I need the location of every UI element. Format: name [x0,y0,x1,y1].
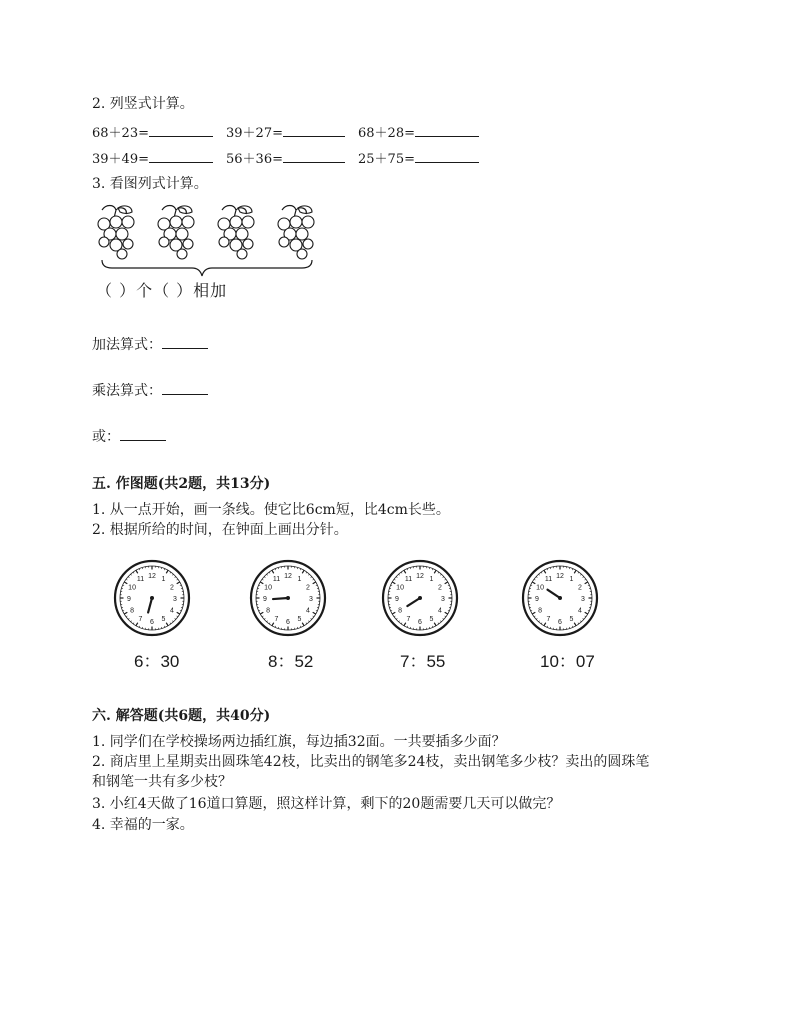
clock-number: 4 [305,607,310,615]
clock-number: 11 [272,576,281,584]
clock-number: 3 [309,596,313,603]
answer-blank[interactable] [149,148,213,163]
section6-q3: 3. 小红4天做了16道口算题，照这样计算，剩下的20题需要几天可以做完？ [92,796,561,812]
addition-row [92,334,208,355]
clock-number: 4 [169,607,174,615]
addition-answer-blank[interactable] [162,334,208,349]
clock-number: 10 [128,584,136,592]
clock-number: 2 [437,584,442,592]
section5-q1: 1. 从一点开始，画一条线。使它比6cm短，比4cm长些。 [92,502,450,518]
clock-number: 11 [404,576,413,584]
clock-number: 4 [577,607,582,615]
calc-item [226,148,345,170]
grape-bunch-icon [158,206,194,260]
calc-expression: 68＋28= [358,126,415,141]
clock-number: 7 [274,615,279,623]
grape-bunch-icon [278,206,314,260]
clock-time-label: 6：30 [134,652,180,671]
calc-item [358,148,479,170]
clock-number: 2 [577,584,582,592]
clock-number: 4 [437,607,442,615]
calc-expression: 39＋49= [92,152,149,167]
clock-face[interactable] [251,561,325,635]
answer-blank[interactable] [149,122,213,137]
clock-number: 8 [398,607,403,615]
clock-face[interactable] [115,561,189,635]
multiplication-label: 乘法算式： [92,383,162,399]
or-row [92,426,166,447]
calc-item [92,148,213,170]
q2-title: 2. 列竖式计算。 [92,96,194,112]
clock-number: 5 [569,615,574,623]
clock-number: 6 [286,619,290,626]
clock-number: 3 [173,596,177,603]
calc-expression: 39＋27= [226,126,283,141]
clock-number: 9 [535,596,539,603]
answer-blank[interactable] [283,148,345,163]
or-label: 或： [92,429,120,445]
multiplication-answer-blank[interactable] [162,380,208,395]
clock-number: 5 [429,615,434,623]
grape-bunches-illustration [92,200,332,280]
clock-number: 6 [150,619,154,626]
section6-heading: 六. 解答题(共6题，共40分) [92,708,271,724]
section5-q2: 2. 根据所给的时间，在钟面上画出分针。 [92,522,348,538]
clock-time-label: 10：07 [540,652,595,671]
answer-blank[interactable] [415,122,479,137]
clock-number: 10 [536,584,544,592]
calc-expression: 56＋36= [226,152,283,167]
clock-number: 1 [297,576,302,584]
clock-number: 11 [136,576,145,584]
clock-number: 1 [429,576,434,584]
section6-q4: 4. 幸福的一家。 [92,817,194,833]
grape-bunch-icon [218,206,254,260]
clock-number: 2 [169,584,174,592]
section6-q2-line2: 和钢笔一共有多少枝？ [92,774,232,790]
answer-blank[interactable] [283,122,345,137]
clock-face[interactable] [383,561,457,635]
clock-number: 3 [441,596,445,603]
clock-number: 7 [406,615,411,623]
clock-faces [0,550,794,650]
clock-time-label: 8：52 [268,652,314,671]
clock-number: 10 [396,584,404,592]
clock-number: 3 [581,596,585,603]
clock-number: 12 [148,573,156,580]
calc-expression: 25＋75= [358,152,415,167]
multiplication-row [92,380,208,401]
clock-number: 7 [138,615,143,623]
calc-expression: 68＋23= [92,126,149,141]
clock-number: 6 [558,619,562,626]
q3-title: 3. 看图列式计算。 [92,176,208,192]
clock-number: 2 [305,584,310,592]
clock-number: 10 [264,584,272,592]
clock-number: 11 [544,576,553,584]
clock-number: 12 [284,573,292,580]
clock-number: 12 [556,573,564,580]
addition-label: 加法算式： [92,337,162,353]
grape-caption: （ ）个（ ）相加 [96,281,228,300]
clock-face[interactable] [523,561,597,635]
clock-number: 8 [130,607,135,615]
grape-bunch-icon [98,206,134,260]
clock-number: 8 [538,607,543,615]
calc-item [92,122,213,144]
clock-number: 1 [569,576,574,584]
calc-item [226,122,345,144]
clock-number: 1 [161,576,166,584]
clock-number: 7 [546,615,551,623]
clock-number: 5 [297,615,302,623]
clock-number: 9 [127,596,131,603]
section6-q1: 1. 同学们在学校操场两边插红旗，每边插32面。一共要插多少面？ [92,734,506,750]
answer-blank[interactable] [415,148,479,163]
section5-heading: 五. 作图题(共2题，共13分) [92,476,271,492]
clock-number: 9 [395,596,399,603]
clock-number: 5 [161,615,166,623]
or-answer-blank[interactable] [120,426,166,441]
brace-icon [102,260,312,276]
clock-time-label: 7：55 [400,652,446,671]
clock-number: 12 [416,573,424,580]
clock-number: 9 [263,596,267,603]
hour-hand [273,598,288,599]
clock-number: 8 [266,607,271,615]
calc-item [358,122,479,144]
section6-q2-line1: 2. 商店里上星期卖出圆珠笔42枝，比卖出的钢笔多24枝，卖出钢笔多少枝？卖出的圆珠笔 [92,754,650,770]
clock-number: 6 [418,619,422,626]
